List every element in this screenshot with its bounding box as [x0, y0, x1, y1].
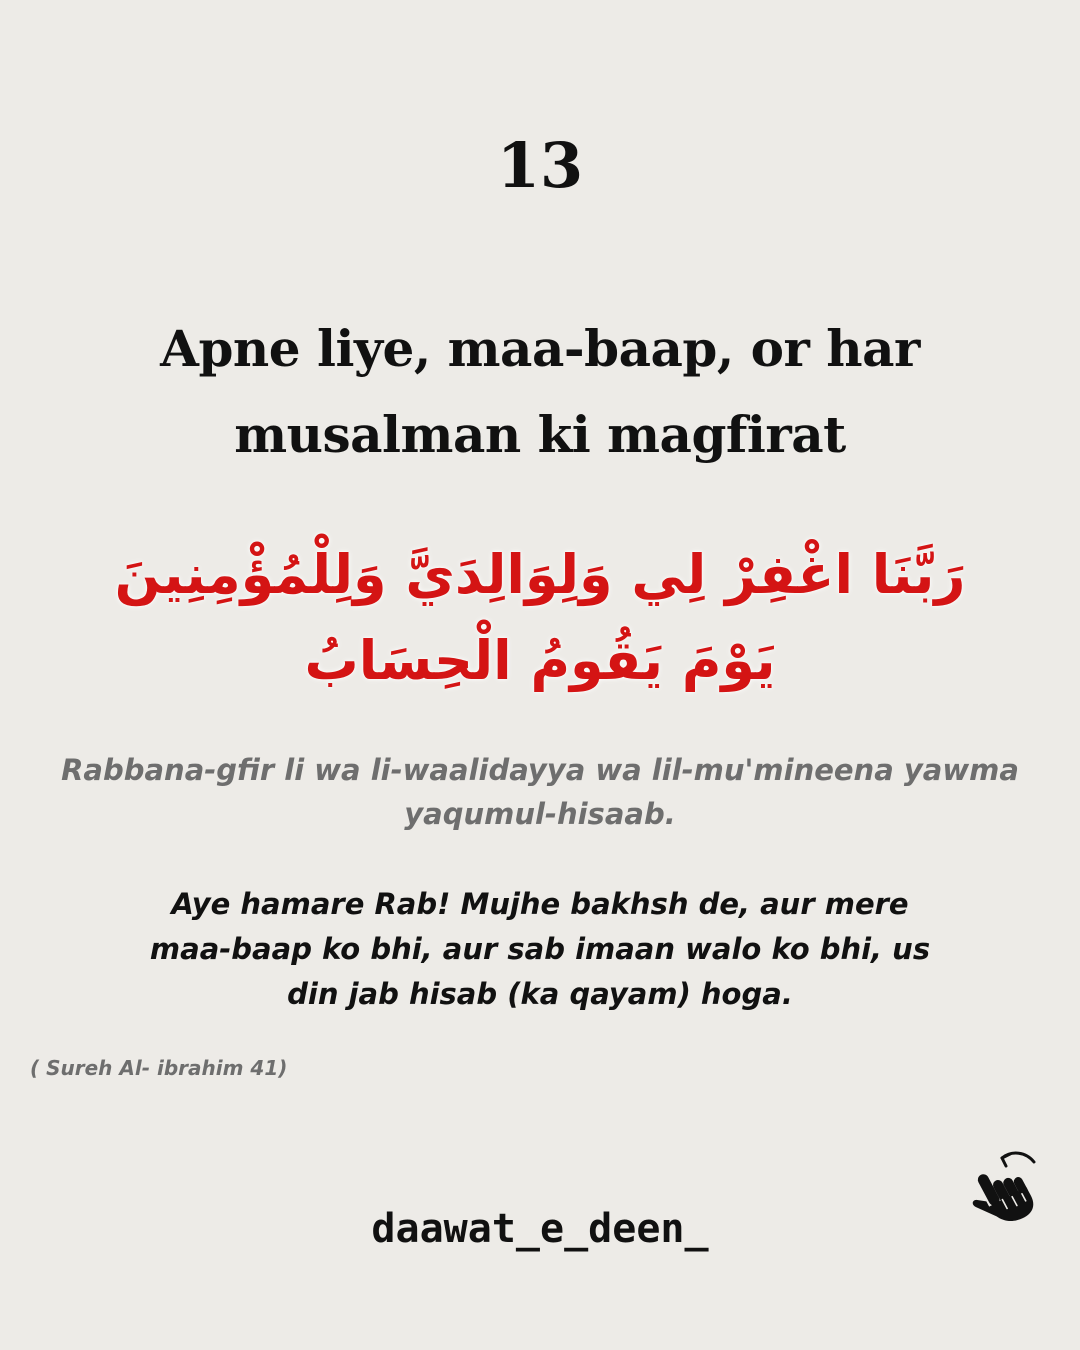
post-number: 13 — [496, 129, 584, 202]
transliteration: Rabbana-gfir li wa li-waalidayya wa lil-mu'mineena yawma yaqumul-hisaab. — [61, 753, 1019, 831]
account-handle: daawat_e_deen_ — [371, 1206, 709, 1252]
arabic-dua: رَبَّنَا اغْفِرْ لِي وَلِوَالِدَيَّ وَلِلْمُؤْمِنِينَ يَوْمَ يَقُومُ الْحِسَابُ — [114, 543, 966, 692]
surah-reference: ( Sureh Al- ibrahim 41) — [30, 1056, 288, 1080]
translation: Aye hamare Rab! Mujhe bakhsh de, aur mere maa-baap ko bhi, aur sab imaan walo ko bhi, us din jab hisab (ka qayam) hoga. — [149, 887, 931, 1011]
post-title: Apne liye, maa-baap, or har musalman ki magfirat — [160, 319, 920, 464]
